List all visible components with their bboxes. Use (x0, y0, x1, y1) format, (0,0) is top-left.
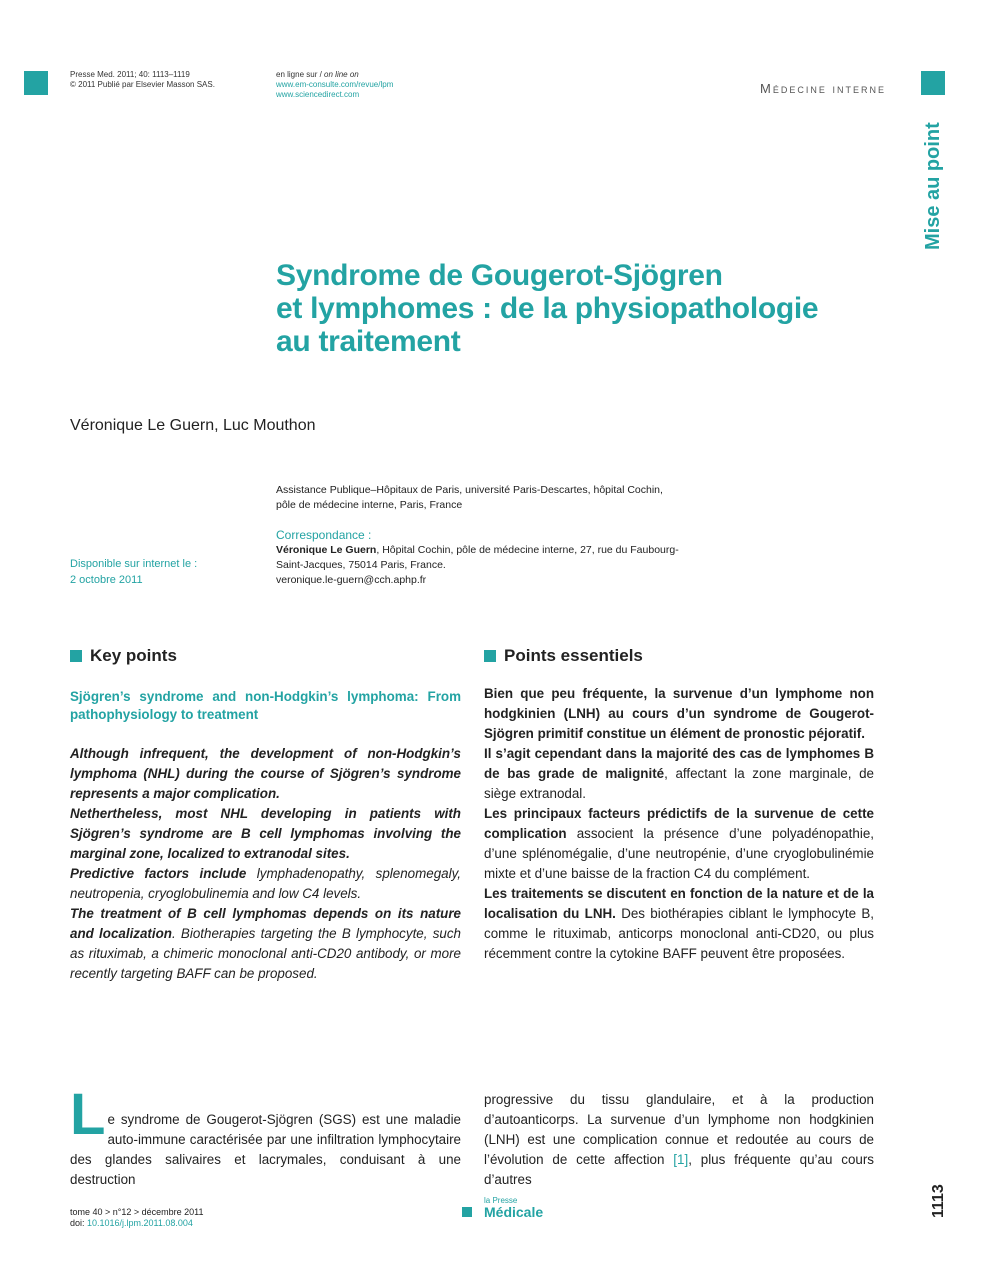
reference-1[interactable]: [1] (673, 1152, 689, 1167)
kp-paragraph-4: The treatment of B cell lymphomas depends on its nature and localization. Biotherapies targeting the B lymphocyte, such as rituximab, a chimeric monoclonal anti-CD20 antibody, or more recently targeting BAFF can be proposed. (70, 906, 461, 981)
body-right-column: progressive du tissu glandulaire, et à la production d’autoanticorps. La survenue d’un lymphome non hodgkinien (LNH) est une complication connue et redoutée au cours de l’évolution de cette affection [1], plus fréquente qu’au cours d’autres (484, 1092, 874, 1187)
affiliation: Assistance Publique–Hôpitaux de Paris, université Paris-Descartes, hôpital Cochin, pôle de médecine interne, Paris, France (276, 484, 663, 511)
availability: Disponible sur internet le : 2 octobre 2011 (70, 558, 198, 586)
key-points-body (70, 688, 461, 984)
pe-paragraph-2: Il s’agit cependant dans la majorité des cas de lymphomes B de bas grade de malignité, affectant la zone marginale, de siège extranodal. (484, 746, 874, 801)
pe-paragraph-1: Bien que peu fréquente, la survenue d’un lymphome non hodgkinien (LNH) au cours d’un syndrome de Gougerot-Sjögren primitif constitue un élément de pronostic péjoratif. (484, 686, 874, 741)
correspondence: Correspondance : Véronique Le Guern, Hôpital Cochin, pôle de médecine interne, 27, rue du Faubourg- Saint-Jacques, 75014 Paris, France. veronique.le-guern@cch.aphp.fr (276, 528, 716, 588)
body-left-column: L e syndrome de Gougerot-Sjögren (SGS) est une maladie auto-immune caractérisée par une infiltration lymphocytaire des glandes salivaires et lacrymales, conduisant à une destruction (70, 1082, 461, 1187)
page-number: 1113 (930, 1184, 947, 1218)
corner-square-right (921, 71, 945, 95)
points-essentiels-heading: Points essentiels (484, 646, 643, 666)
url-em-consulte[interactable]: www.em-consulte.com/revue/lpm (276, 80, 394, 89)
kp-paragraph-3: Predictive factors include lymphadenopathy, splenomegaly, neutropenia, cryoglobulinemia and low C4 levels. (70, 866, 461, 901)
key-points-subtitle: Sjögren’s syndrome and non-Hodgkin’s lymphoma: From pathophysiology to treatment (70, 689, 461, 722)
kp-paragraph-2: Nethertheless, most NHL developing in patients with Sjögren’s syndrome are B cell lymphomas involving the marginal zone, localized to extranodal sites. (70, 806, 461, 861)
key-points-heading: Key points (70, 646, 177, 666)
side-label: Mise au point (922, 122, 944, 250)
logo-square (462, 1207, 472, 1217)
pe-paragraph-4: Les traitements se discutent en fonction de la nature et de la localisation du LNH. Des biothérapies ciblant le lymphocyte B, comme le rituximab, anticorps monoclonal anti-CD20, ou plus récemment contre la cytokine BAFF peuvent être proposées. (484, 886, 874, 961)
authors: Véronique Le Guern, Luc Mouthon (70, 417, 316, 434)
section-label: Médecine interne (760, 81, 886, 96)
heading-bullet (484, 650, 496, 662)
online-links: en ligne sur / on line on www.em-consulte.com/revue/lpm www.sciencedirect.com (276, 70, 394, 99)
journal-logo: la Presse Médicale (462, 1197, 543, 1219)
kp-paragraph-1: Although infrequent, the development of non-Hodgkin’s lymphoma (NHL) during the course of Sjögren’s syndrome represents a major complication. (70, 746, 461, 801)
footer-issue: tome 40 > n°12 > décembre 2011 doi: 10.1016/j.lpm.2011.08.004 (70, 1207, 204, 1228)
corner-square-left (24, 71, 48, 95)
journal-citation: Presse Med. 2011; 40: 1113–1119 © 2011 Publié par Elsevier Masson SAS. (70, 70, 215, 89)
pe-paragraph-3: Les principaux facteurs prédictifs de la survenue de cette complication associent la présence d’une polyadénopathie, d’une splénomégalie, d’une neutropénie, d’une cryoglobulinémie mixte et d’une baisse de la fraction C4 du complément. (484, 806, 874, 881)
url-sciencedirect[interactable]: www.sciencedirect.com (276, 90, 360, 99)
article-title: Syndrome de Gougerot-Sjögren et lymphomes : de la physiopathologie au traitement (276, 259, 819, 358)
points-essentiels-body (484, 684, 874, 964)
doi-link[interactable]: 10.1016/j.lpm.2011.08.004 (87, 1218, 193, 1228)
heading-bullet (70, 650, 82, 662)
drop-cap: L (70, 1082, 106, 1147)
corr-email[interactable]: veronique.le-guern@cch.aphp.fr (276, 574, 427, 586)
